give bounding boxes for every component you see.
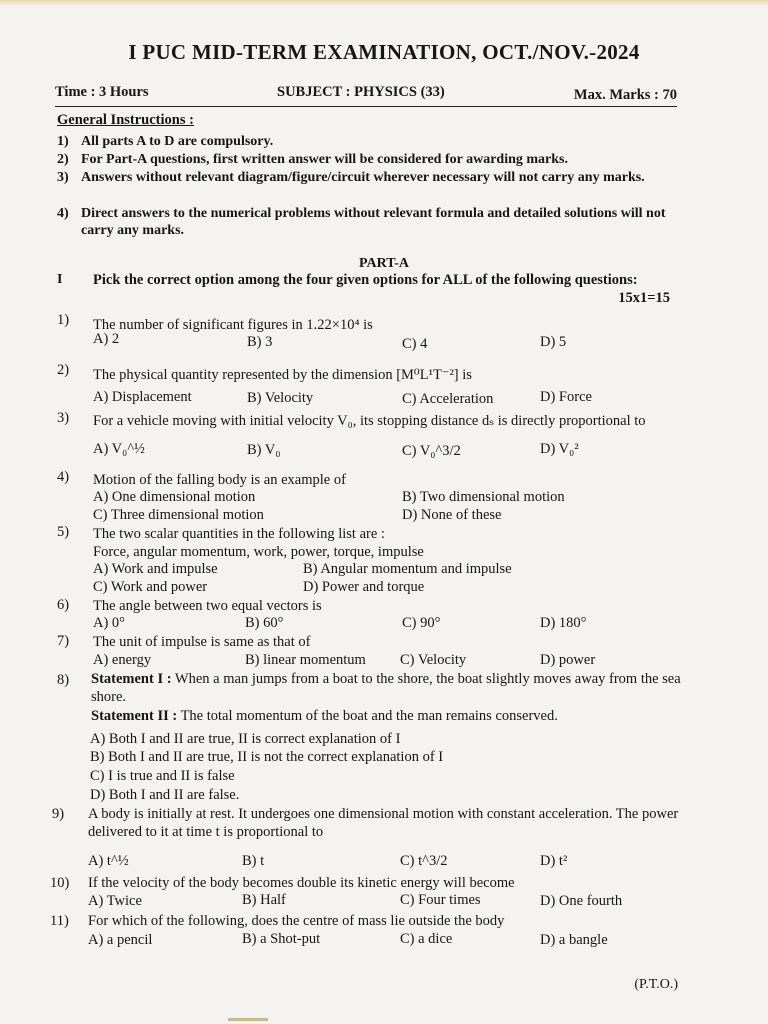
instruction-num: 1): [57, 134, 69, 149]
option-b: B) a Shot-put: [242, 931, 321, 947]
option-a: A) Work and impulse: [93, 561, 218, 577]
section-number: I: [57, 272, 63, 287]
question-number: 8): [57, 672, 70, 688]
header-divider: [55, 106, 677, 107]
option-a: A) 0°: [93, 615, 125, 631]
option-d: D) power: [540, 652, 596, 668]
question-number: 6): [57, 597, 70, 613]
option-d: D) One fourth: [540, 893, 623, 909]
option-d: D) t²: [540, 853, 568, 869]
max-marks-label: Max. Marks : 70: [573, 87, 677, 103]
option-d: D) Power and torque: [303, 579, 425, 595]
question-text: A body is initially at rest. It undergoes one dimensional motion with constant acceleration. The power delivered to it at time t is proportional to: [88, 806, 679, 840]
question-subtext: Force, angular momentum, work, power, torque, impulse: [93, 544, 424, 560]
option-d: D) Both I and II are false.: [90, 787, 240, 803]
question-text: The angle between two equal vectors is: [93, 598, 322, 614]
subject-label: SUBJECT : PHYSICS (33): [277, 84, 445, 100]
statement-two-text: The total momentum of the boat and the man remains conserved.: [180, 708, 558, 724]
option-b: B) 60°: [245, 615, 284, 631]
option-d: D) 5: [540, 334, 567, 350]
statement-one-text: When a man jumps from a boat to the shore, the boat slightly moves away from the sea shore.: [91, 671, 681, 705]
question-number: 9): [52, 806, 65, 822]
question-number: 1): [57, 312, 70, 328]
question-number: 5): [57, 524, 70, 540]
option-d: D) 180°: [540, 615, 587, 631]
option-c: C) Three dimensional motion: [93, 507, 264, 523]
option-a: A) a pencil: [88, 932, 153, 948]
question-text: The unit of impulse is same as that of: [93, 634, 311, 650]
question-number: 7): [57, 633, 70, 649]
question-text: For which of the following, does the centre of mass lie outside the body: [88, 913, 505, 929]
page-turn-note: (P.T.O.): [634, 977, 678, 992]
option-b: B) t: [242, 853, 265, 869]
instruction-num: 2): [57, 152, 69, 167]
statement-one: [91, 670, 683, 706]
part-a-title: PART-A: [358, 256, 410, 271]
instruction-text: For Part-A questions, first written answer will be considered for awarding marks.: [81, 152, 568, 167]
question-text: If the velocity of the body becomes double its kinetic energy will become: [88, 875, 515, 891]
option-c: C) Work and power: [93, 579, 208, 595]
option-b: B) Two dimensional motion: [402, 489, 565, 505]
option-c: C) 90°: [402, 615, 441, 631]
option-c: C) Four times: [400, 892, 481, 908]
option-b: B) Both I and II are true, II is not the correct explanation of I: [90, 749, 444, 765]
option-a: A) Displacement: [93, 389, 192, 405]
question-text: The physical quantity represented by the dimension [M⁰L¹T⁻²] is: [93, 367, 472, 383]
option-d: D) None of these: [402, 507, 502, 523]
question-number: 2): [57, 362, 70, 378]
option-a: A) Both I and II are true, II is correct explanation of I: [90, 731, 401, 747]
question-text: The number of significant figures in 1.22×10⁴ is: [93, 317, 373, 333]
statement-one-label: Statement I :: [91, 671, 172, 687]
option-b: B) linear momentum: [245, 652, 366, 668]
question-text: For a vehicle moving with initial velocity V₀, its stopping distance dₛ is directly proportional to: [93, 413, 646, 429]
question-number: 4): [57, 469, 70, 485]
option-c: C) t^3/2: [400, 853, 448, 869]
option-b: B) V₀: [247, 442, 281, 458]
question-number: 3): [57, 410, 70, 426]
instruction-num: 3): [57, 170, 69, 185]
question-text: Motion of the falling body is an example of: [93, 472, 346, 488]
option-c: C) 4: [402, 336, 428, 352]
statement-two: [91, 707, 683, 725]
time-label: Time : 3 Hours: [55, 84, 149, 100]
option-c: C) Velocity: [400, 652, 467, 668]
page-bottom-edge: [228, 1018, 268, 1021]
instruction-num: 4): [57, 206, 69, 221]
option-a: A) One dimensional motion: [93, 489, 256, 505]
option-a: A) energy: [93, 652, 152, 668]
statement-two-label: Statement II :: [91, 708, 178, 724]
option-c: C) Acceleration: [402, 391, 494, 407]
option-a: A) t^½: [88, 853, 129, 869]
question-text: The two scalar quantities in the following list are :: [93, 526, 385, 542]
option-c: C) a dice: [400, 931, 453, 947]
question-number: 10): [50, 875, 70, 891]
exam-header-row: [55, 84, 677, 106]
instruction-text: All parts A to D are compulsory.: [81, 134, 274, 149]
option-b: B) 3: [247, 334, 273, 350]
option-d: D) V₀²: [540, 441, 579, 457]
option-a: A) V₀^½: [93, 441, 145, 457]
section-instruction: Pick the correct option among the four given options for ALL of the following questions:: [93, 272, 638, 288]
option-a: A) 2: [93, 331, 120, 347]
question-number: 11): [50, 913, 69, 929]
exam-title: I PUC MID-TERM EXAMINATION, OCT./NOV.-2024: [128, 40, 640, 64]
section-marks: 15x1=15: [618, 290, 670, 306]
option-d: D) Force: [540, 389, 592, 405]
instructions-heading: General Instructions :: [57, 112, 194, 128]
option-c: C) I is true and II is false: [90, 768, 235, 784]
page-top-edge: [0, 0, 768, 6]
option-b: B) Angular momentum and impulse: [303, 561, 512, 577]
option-d: D) a bangle: [540, 932, 608, 948]
option-a: A) Twice: [88, 893, 142, 909]
option-b: B) Half: [242, 892, 286, 908]
instruction-text: Direct answers to the numerical problems without relevant formula and detailed solutions will not carry any marks.: [81, 206, 666, 238]
option-b: B) Velocity: [247, 390, 314, 406]
option-c: C) V₀^3/2: [402, 443, 461, 459]
instruction-text: Answers without relevant diagram/figure/circuit wherever necessary will not carry any marks.: [81, 170, 645, 185]
